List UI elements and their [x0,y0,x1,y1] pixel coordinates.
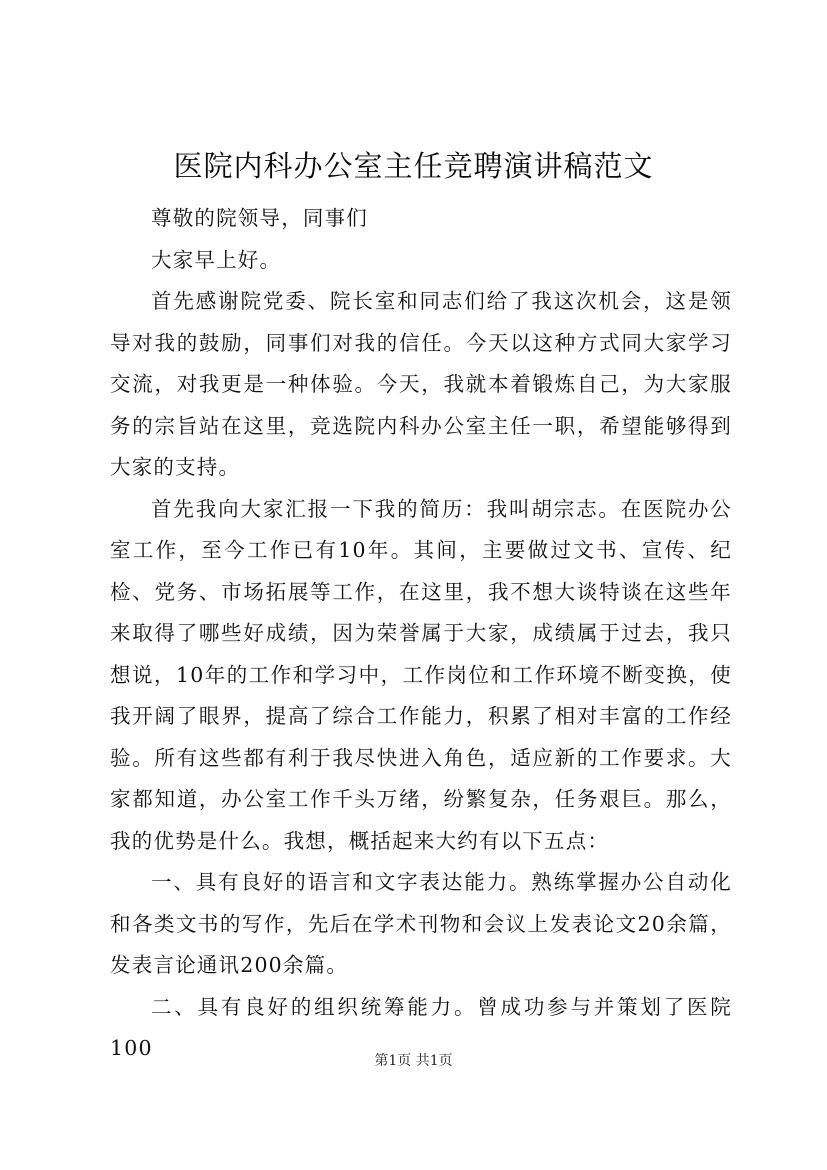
page-footer: 第1页 共1页 [374,1053,453,1069]
greeting-paragraph: 大家早上好。 [151,247,282,272]
salutation-paragraph: 尊敬的院领导，同事们 [151,206,368,230]
resume-paragraph: 首先我向大家汇报一下我的简历：我叫胡宗志。在医院办公室工作，至今工作已有10年。其间，主要做过文书、宣传、纪检、党务、市场拓展等工作，在这里，我不想大谈特谈在这些年来取得了哪些好成绩，因为荣誉属于大家，成绩属于过去，我只想说，10年的工作和学习中，工作岗位和工作环境不断变换，使我开阔了眼界，提高了综合工作能力，积累了相对丰富的工作经验。所有这些都有利于我尽快进入角色，适应新的工作要求。大家都知道，办公室工作千头万绪，纷繁复杂，任务艰巨。那么，我的优势是什么。我想，概括起来大约有以下五点： [110,496,732,853]
document-body [110,198,732,1070]
point-two-paragraph: 二、具有良好的组织统筹能力。曾成功参与并策划了医院100 [110,994,732,1060]
point-one-paragraph: 一、具有良好的语言和文字表达能力。熟练掌握办公自动化和各类文书的写作，先后在学术刊物和会议上发表论文20余篇，发表言论通讯200余篇。 [110,870,732,977]
document-title: 医院内科办公室主任竞聘演讲稿范文 [173,149,654,183]
thanks-paragraph: 首先感谢院党委、院长室和同志们给了我这次机会，这是领导对我的鼓励，同事们对我的信任。今天以这种方式同大家学习交流，对我更是一种体验。今天，我就本着锻炼自己，为大家服务的宗旨站在这里，竞选院内科办公室主任一职，希望能够得到大家的支持。 [110,289,732,479]
